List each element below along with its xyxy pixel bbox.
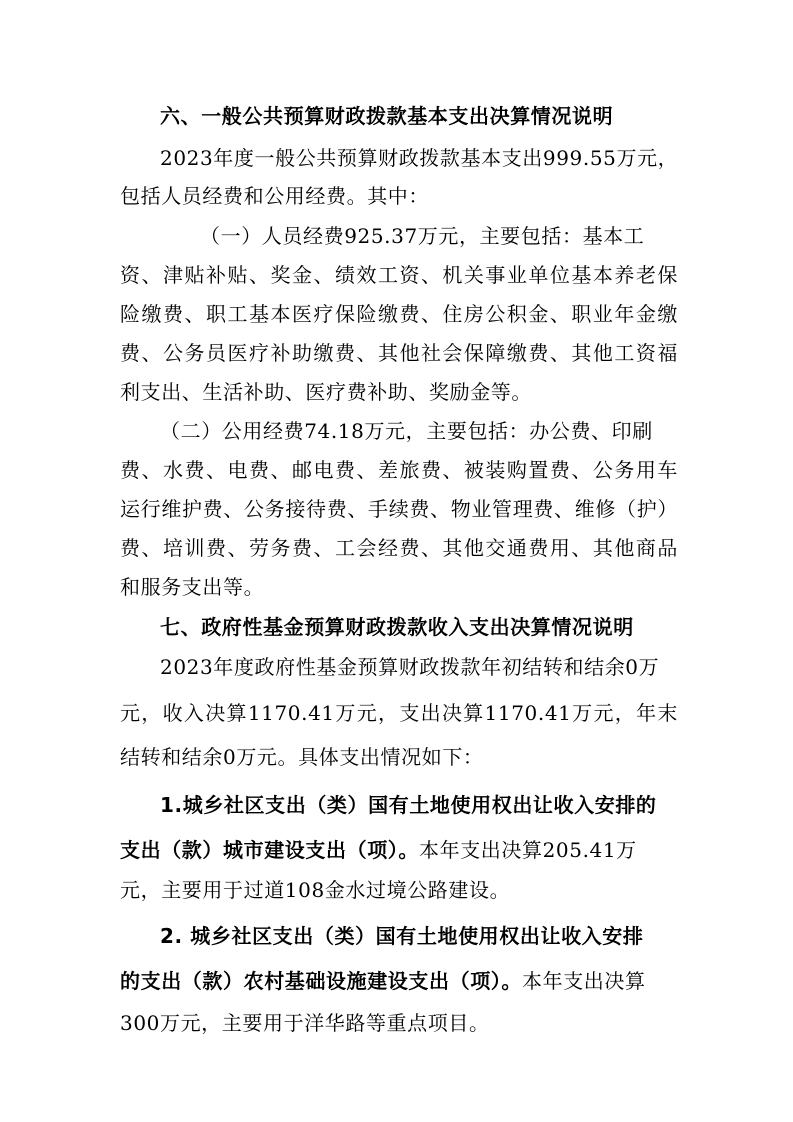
item-2-line-1: 2. 城乡社区支出（类）国有土地使用权出让收入安排 <box>160 924 644 948</box>
item-2-line-3: 300万元，主要用于洋华路等重点项目。 <box>120 1011 490 1035</box>
item-2-amount: 本年支出决算 <box>522 969 646 993</box>
section-6-heading: 六、一般公共预算财政拨款基本支出决算情况说明 <box>160 104 614 128</box>
item-2-bold-title: 的支出（款）农村基础设施建设支出（项）。 <box>120 969 522 993</box>
personnel-cost-line-4: 费、公务员医疗补助缴费、其他社会保障缴费、其他工资福 <box>120 341 678 365</box>
section-7-intro-line-3: 结转和结余0万元。具体支出情况如下： <box>120 745 484 769</box>
section-6-intro-line-2: 包括人员经费和公用经费。其中： <box>120 184 429 208</box>
personnel-cost-line-3: 险缴费、职工基本医疗保险缴费、住房公积金、职业年金缴 <box>120 302 678 326</box>
document-content <box>120 101 678 1038</box>
item-1-line-2 <box>120 835 678 865</box>
personnel-cost-line-2: 资、津贴补贴、奖金、绩效工资、机关事业单位基本养老保 <box>120 263 678 287</box>
public-cost-line-4: 费、培训费、劳务费、工会经费、其他交通费用、其他商品 <box>120 536 678 560</box>
item-1-line-3: 元，主要用于过道108金水过境公路建设。 <box>120 878 511 902</box>
item-2-line-2 <box>120 966 678 996</box>
public-cost-line-2: 费、水费、电费、邮电费、差旅费、被装购置费、公务用车 <box>120 458 678 482</box>
section-6-intro-line-1: 2023年度一般公共预算财政拨款基本支出999.55万元， <box>160 146 679 170</box>
personnel-cost-line-1: （一）人员经费925.37万元，主要包括：基本工 <box>200 224 645 248</box>
personnel-cost-line-5: 利支出、生活补助、医疗费补助、奖励金等。 <box>120 380 532 404</box>
item-1-amount: 本年支出决算205.41万 <box>419 838 637 862</box>
public-cost-line-3: 运行维护费、公务接待费、手续费、物业管理费、维修（护） <box>120 497 678 521</box>
section-7-intro-line-2: 元，收入决算1170.41万元，支出决算1170.41万元，年末 <box>120 701 678 725</box>
section-7-heading: 七、政府性基金预算财政拨款收入支出决算情况说明 <box>160 615 634 639</box>
public-cost-line-1: （二）公用经费74.18万元，主要包括：办公费、印刷 <box>160 419 653 443</box>
public-cost-line-5: 和服务支出等。 <box>120 575 265 599</box>
item-1-line-1: 1.城乡社区支出（类）国有土地使用权出让收入安排的 <box>160 793 657 817</box>
item-1-bold-title: 支出（款）城市建设支出（项）。 <box>120 838 419 862</box>
section-7-intro-line-1: 2023年度政府性基金预算财政拨款年初结转和结余0万 <box>160 655 660 679</box>
